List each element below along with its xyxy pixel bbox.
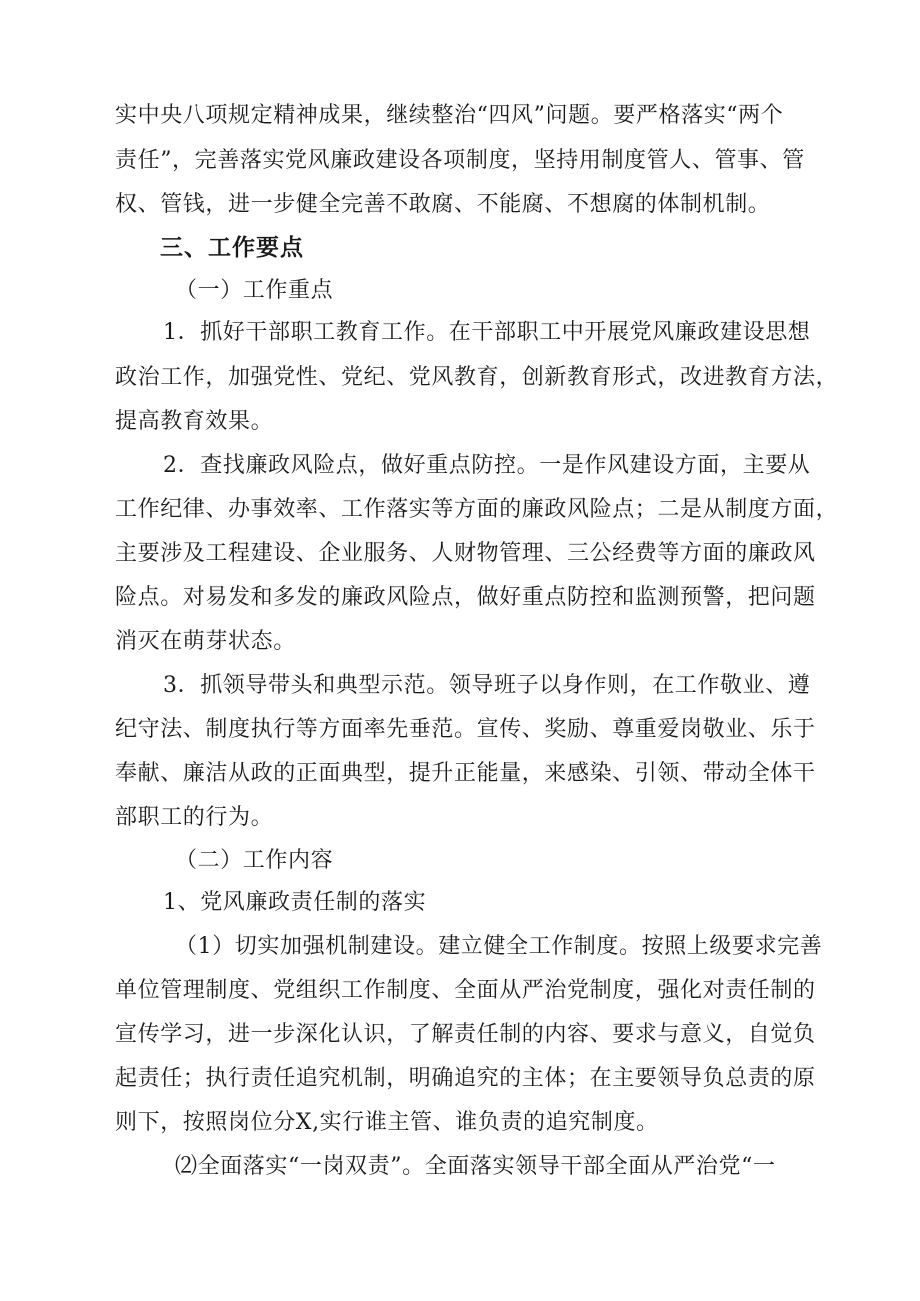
list-item-line: 提高教育效果。 — [115, 409, 274, 434]
paragraph-line: （1）切实加强机制建设。建立健全工作制度。按照上级要求完善 — [175, 934, 823, 959]
section-heading: 三、工作要点 — [160, 234, 304, 261]
paragraph-line: 宣传学习，进一步深化认识，了解责任制的内容、要求与意义，自觉负 — [115, 1022, 816, 1047]
list-item-line: 消灭在萌芽状态。 — [115, 629, 296, 654]
paragraph-line: 权、管钱，进一步健全完善不敢腐、不能腐、不想腐的体制机制。 — [115, 192, 771, 217]
list-item-line: 纪守法、制度执行等方面率先垂范。宣传、奖励、尊重爱岗敬业、乐于 — [115, 717, 816, 742]
subsection-heading: （二）工作内容 — [175, 848, 334, 873]
list-item-line: 政治工作，加强党性、党纪、党风教育，创新教育形式，改进教育方法， — [115, 365, 839, 390]
paragraph-line: ⑵全面落实“一岗双责”。全面落实领导干部全面从严治党“一 — [175, 1154, 776, 1179]
list-item-line: 2．查找廉政风险点，做好重点防控。一是作风建设方面，主要从 — [163, 453, 811, 478]
list-item-line: 3．抓领导带头和典型示范。领导班子以身作则，在工作敬业、遵 — [163, 673, 811, 698]
paragraph-line: 则下，按照岗位分X,实行谁主管、谁负责的追究制度。 — [115, 1110, 659, 1135]
paragraph-line: 责任”，完善落实党风廉政建设各项制度，坚持用制度管人、管事、管 — [115, 148, 805, 173]
list-item-line: 部职工的行为。 — [115, 805, 274, 830]
paragraph-line: 实中央八项规定精神成果，继续整治“四风”问题。要严格落实“两个 — [115, 103, 784, 128]
list-item-line: 工作纪律、办事效率、工作落实等方面的廉政风险点；二是从制度方面， — [115, 497, 839, 522]
list-item-line: 险点。对易发和多发的廉政风险点，做好重点防控和监测预警，把问题 — [115, 585, 816, 610]
list-item-line: 奉献、廉洁从政的正面典型，提升正能量，来感染、引领、带动全体干 — [115, 761, 816, 786]
list-item-line: 主要涉及工程建设、企业服务、人财物管理、三公经费等方面的廉政风 — [115, 541, 816, 566]
subsection-heading: （一）工作重点 — [175, 278, 334, 303]
list-item-line: 1．抓好干部职工教育工作。在干部职工中开展党风廉政建设思想 — [163, 320, 811, 345]
paragraph-line: 起责任；执行责任追究机制，明确追究的主体；在主要领导负总责的原 — [115, 1066, 816, 1091]
paragraph-line: 单位管理制度、党组织工作制度、全面从严治党制度，强化对责任制的 — [115, 978, 816, 1003]
content-heading: 1、党风廉政责任制的落实 — [163, 890, 427, 915]
